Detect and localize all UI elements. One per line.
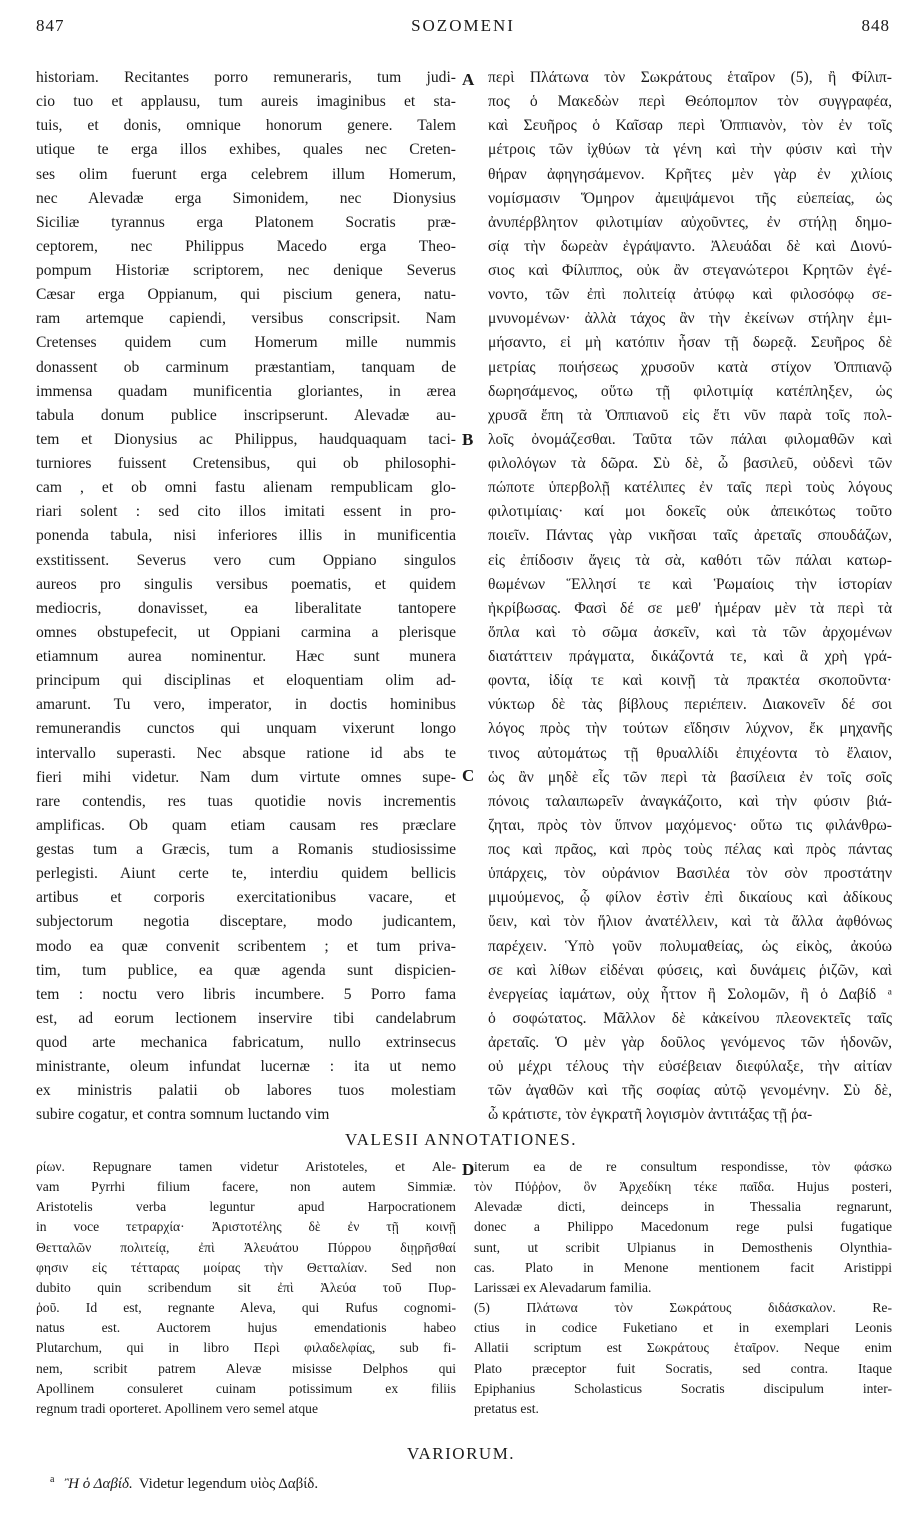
text-line: οὐ μέχρι τέλους τὴν εὐσέβειαν διεφύλαξε, τὴν αἰτίαν [488,1058,892,1076]
text-line: iterum ea de re consultum respondisse, τὸν φάσκω [474,1159,892,1174]
note-marker: a [50,1474,55,1485]
margin-letter-a: A [462,70,475,89]
note-text: Videtur legendum υἱὸς Δαβίδ. [138,1476,319,1492]
text-line: dubito quin scribendum sit ἐπὶ Ἀλεύα τοῦ Πυρ- [36,1279,456,1295]
page-header [36,16,890,42]
text-line: τὸν Πύῤῥον, ὃν Ἀρχεδίκη τέκε παῖδα. Hujus posteri, [474,1179,892,1195]
text-line: χρυσᾶ ἔπη τὰ Ὀππιανοῦ εἰς ἔτι νῦν παρὰ τοῖς πολ- [488,406,892,424]
text-line: ram artemque capiendi, versibus conscripsit. Nam [36,310,456,328]
text-line: Allatii scriptum est Σωκράτους ἑταῖρον. Neque enim [474,1340,892,1356]
text-line: ῥοῦ. Id est, regnante Aleva, qui Rufus cognomi- [36,1300,456,1316]
text-line: omnes obstupefecit, ut Oppiani carmina a plerisque [36,623,456,641]
text-line: immensa quadam munificentia gloriantes, in ærea [36,382,456,400]
text-line: in voce τετραρχία· Ἀριστοτέλης δὲ ἐν τῇ κοινῇ [36,1219,456,1235]
text-line: sunt, ut scribit Ulpianus in Demosthenis Olynthia- [474,1239,892,1255]
text-line: donassent ob carminum præstantiam, tanquam de [36,358,456,376]
notes-right-column [474,1158,892,1418]
text-line: subjectorum negotia disceptare, modo judicantem, [36,913,456,931]
text-line: gestas tum a Græcis, tum a Romanis studiosissime [36,841,456,858]
text-line: ministrante, oleum infundat lucernæ : ita ut nemo [36,1058,456,1076]
text-line: μήσαντο, εἰ μὴ κατόπιν ἦσαν τῇ δωρεᾷ. Σευῆρος δὲ [488,334,892,352]
text-line: Θετταλῶν πολιτείᾳ, ἐπὶ Ἀλευάτου Πύρρου διῃρῆσθαί [36,1239,456,1255]
text-line: mediocris, donavisset, ea liberalitate tantopere [36,599,456,617]
text-line: Plutarchum, qui in libro Περὶ φιλαδελφίας, sub fi- [36,1340,456,1356]
text-line: θήραν ἀφηγησάμενον. Κρῆτες μὲν γὰρ ἐν χιλίοις [488,165,892,183]
text-line: μιμούμενος, ᾧ φίλον ἐστὶν ἐπὶ δικαίους καὶ ἀδίκους [488,889,892,907]
latin-column [36,66,456,1128]
text-line: ex ministris palatii ob labores tuos molestiam [36,1082,456,1100]
text-line: exstitissent. Severus vero cum Oppiano singulos [36,551,456,569]
text-line: Cæsar erga Oppianum, qui piscium genera, natu- [36,286,456,304]
variorum-title: VARIORUM. [406,1444,516,1463]
text-line: σίᾳ τὴν δωρεὰν ἐγράψαντο. Ἀλευάδαι δὲ καὶ Διονύ- [488,237,892,255]
text-line: μέτροις τῶν ἰχθύων τὰ γένη καὶ τὴν φύσιν καὶ τὴν [488,141,892,159]
text-line: νοντο, τῶν ἐπὶ πολιτείᾳ ἀτύφῳ καὶ φιλοσόφῳ σε- [488,286,892,304]
text-line: perlegisti. Aiunt certe te, interdiu quidem bellicis [36,865,456,883]
text-line: utique te erga illos exhibes, quales nec Creten- [36,141,456,159]
annotations-title: VALESII ANNOTATIONES. [345,1130,577,1149]
text-line: turniores fuissent Cretensibus, qui ob philosophi- [36,455,456,472]
text-line: ὡς ἂν μηδὲ εἷς τῶν περὶ τὰ βασίλεια ἐν τοῖς σοῖς [488,768,892,786]
text-line: πος καὶ πρᾶος, καὶ πρὸς τοὺς πέλας καὶ πρὸς πάντας [488,841,892,858]
text-line: cam , et ob omni fastu alienam rempublicam glo- [36,479,456,497]
text-line: Alevadæ dicti, deinceps in Thessalia regnarunt, [474,1199,892,1215]
text-line: ὁ σοφώτατος. Μᾶλλον δὲ κἀκείνου πλεονεκτεῖς ταῖς [488,1009,892,1027]
text-line: quod arte mechanica fabricatum, nullo extrinsecus [36,1034,456,1051]
variorum-note [50,1474,318,1493]
text-line: ὦ κράτιστε, τὸν ἐγκρατῆ λογισμὸν ἀντιτάξας τῇ ῥα- [488,1106,813,1124]
text-line: τινος αὐτομάτως τῇ θρυαλλίδι ἐπιχέοντα τὸ ἔλαιον, [488,744,892,762]
text-line: ζηται, πρὸς τὸν ὕπνον μαχόμενος· οὕτω τις φιλάνθρω- [488,816,892,834]
text-line: etiamnum aurea nominentur. Hæc sunt munera [36,648,456,665]
text-line: διατάττειν πράγματα, δικάζοντά τε, καὶ ἃ χρὴ γρά- [488,648,892,665]
notes-left-column [36,1158,456,1418]
text-line: ὅπλα καὶ τὸ σῶμα ἀσκεῖν, καὶ τὰ τῶν ἀρχομένων [488,623,892,641]
text-line: περὶ Πλάτωνα τὸν Σωκράτους ἑταῖρον (5), ἢ Φίλιπ- [488,69,892,86]
note-lemma: Ἢ ὁ Δαβίδ. [64,1476,133,1492]
text-line: amarunt. Tu vero, imperator, in doctis hominibus [36,696,456,714]
margin-letter-b: B [462,430,474,449]
text-line: tim, tum publice, ea quæ agenda sunt dispicien- [36,961,456,979]
text-line: principum qui disciplinas et eloquentiam olim ad- [36,672,456,690]
text-line: ἀρεταῖς. Ὁ μὲν γὰρ δοῦλος γενόμενος τῶν ἡδονῶν, [488,1034,892,1051]
text-line: vam Pyrrhi filium facere, non autem Simmiæ. [36,1179,456,1195]
margin-letter-d: D [462,1160,475,1179]
text-line: natus est. Auctorem hujus emendationis habeo [36,1320,456,1336]
text-line: ἐνεργείας ἰαμάτων, οὐχ ἧττον ἢ Σολομῶν, ἢ ὁ Δαβίδ ᵃ [488,985,892,1003]
text-line: aureos pro singulis versibus poematis, et quidem [36,575,456,593]
text-line: πος ὁ Μακεδὼν περὶ Θεόπομπον τὸν συγγραφέα, [488,93,892,111]
text-line: historiam. Recitantes porro remuneraris, tum judi- [36,69,456,86]
text-line: φιλοτιμίαις· καί μοι δοκεῖς οὐκ ἀπεικότως τοῦτο [488,503,892,521]
text-line: θωμένων Ἕλλησί τε καὶ Ῥωμαίοις τὴν ἱστορίαν [488,575,892,593]
margin-letter-c: C [462,766,475,785]
text-line: μετρίας ποιήσεως χρυσοῦν κατὰ στίχον Ὀππιανῷ [488,358,892,376]
text-line: ctius in codice Fuketiano et in exemplari Leonis [474,1320,892,1336]
text-line: Aristotelis verba leguntur apud Harpocrationem [36,1199,456,1215]
text-line: fieri mihi videtur. Nam dum virtute omnes supe- [36,768,456,786]
text-line: tabula donum publice inscripserunt. Alevadæ au- [36,406,456,424]
text-line: Siciliæ tyrannus erga Platonem Socratis præ- [36,213,456,231]
text-line: Apollinem consuleret cuinam potissimum ex filiis [36,1380,456,1396]
text-line: pretatus est. [474,1400,539,1416]
text-line: Epiphanius Scholasticus Socratis discipulum inter- [474,1380,892,1396]
text-line: ἠκρίβωσας. Φασὶ δέ σε μεθ' ἡμέραν μὲν τὰ περὶ τὰ [488,599,892,617]
text-line: Larissæi ex Alevadarum familia. [474,1279,652,1295]
text-line: τῶν ἀγαθῶν καὶ τῆς σοφίας αὐτῷ γενομένην. Σὺ δὲ, [488,1082,892,1100]
text-line: (5) Πλάτωνα τὸν Σωκράτους διδάσκαλον. Re- [474,1300,892,1316]
text-line: μνυνομένων· ἀλλὰ τάχος ἂν τὴν ἐκείνων στήλην ἐμι- [488,310,892,328]
text-line: ρίων. Repugnare tamen videtur Aristoteles, et Ale- [36,1159,456,1174]
text-line: ses olim fuerunt erga celebrem illum Homerum, [36,165,456,183]
text-line: δωρησάμενος, οὕτω τῇ φιλοτιμίᾳ κατέπληξεν, ὡς [488,382,892,400]
greek-column [488,66,892,1128]
text-line: artibus et corporis exercitationibus vacare, et [36,889,456,907]
text-line: καὶ Σευῆρος ὁ Καῖσαρ περὶ Ὀππιανὸν, τὸν ἐν τοῖς [488,117,892,135]
text-line: riari solent : sed cito illos imitati essent in pro- [36,503,456,521]
text-line: παρέχειν. Ὑπὸ γοῦν πολυμαθείας, ὡς εἰκὸς, ἀκούω [488,937,892,955]
page-number-right: 848 [861,16,890,35]
text-line: donec a Philippo Macedonum rege pulsi fugatique [474,1219,892,1235]
text-line: rare contendis, res tuas quotidie novis incrementis [36,792,456,810]
text-line: ὕειν, καὶ τὸν ἥλιον ἀνατέλλειν, καὶ τὰ ἄλλα ἀφθόνως [488,913,892,931]
text-line: remunerandis cunctos qui unquam vixerunt longo [36,720,456,738]
text-line: regnum tradi oporteret. Apollinem vero semel atque [36,1400,318,1416]
text-line: tem et Dionysius ac Philippus, haudquaquam taci- [36,430,456,448]
page-number-left: 847 [36,16,65,35]
text-line: φοντα, ἰδίᾳ τε καὶ κοινῇ τὰ πρακτέα σκοποῦντα· [488,672,892,690]
text-line: ποιεῖν. Πάντας γὰρ νικῆσαι ταῖς ἀρεταῖς σπουδάζων, [488,527,892,545]
text-line: φησιν εἰς τέτταρας μοίρας τὴν Θετταλίαν. Sed non [36,1259,456,1275]
text-line: Plato præceptor fuit Socratis, sed contra. Itaque [474,1360,892,1376]
text-line: pompum Historiæ scriptorem, nec denique Severus [36,262,456,279]
text-line: nec Alevadæ erga Simonidem, nec Dionysius [36,189,456,207]
text-line: πώποτε ὑπερβολῇ κατέλιπες ἐν ταῖς περὶ τοὺς λόγους [488,479,892,497]
text-line: πόνοις ταλαιπωρεῖν ἀναγκάζοιτο, καὶ τὴν φύσιν βιά- [488,792,892,810]
text-line: νύκτωρ δὲ τὰς βίβλους περιέπειν. Διακονεῖν δέ σοι [488,696,892,714]
text-line: tuis, et donis, omnique honorum genere. Talem [36,117,456,135]
text-line: amplificas. Ob quam etiam causam res præclare [36,816,456,834]
text-line: est, ad eorum lectionem inservire tibi candelabrum [36,1009,456,1027]
text-line: intervallo superasti. Nec absque ratione id abs te [36,744,456,762]
text-line: ἀνυπέρβλητον φιλοτιμίαν αὐχοῦντες, ἐν στήλῃ δημο- [488,213,892,231]
text-line: φιλολόγων τὰ δῶρα. Σὺ δὲ, ὦ βασιλεῦ, οὐδενὶ τῶν [488,455,892,472]
text-line: σιος καὶ Φίλιππος, οὐκ ἂν στεγανώτεροι Κρητῶν ἐγέ- [488,262,892,279]
text-line: nem, scribit patrem Alevæ misisse Delphos qui [36,1360,456,1376]
text-line: εἰς ἐπίδοσιν ἄγεις τὰ σὰ, καθότι τῶν πάλαι κατωρ- [488,551,892,569]
text-line: ὑπάρχεις, τὸν οὐράνιον Βασιλέα τὸν σὸν προστάτην [488,865,892,883]
text-line: λόγος πρὸς τὴν τούτων εἴδησιν λύχνον, ἔκ μηχανῆς [488,720,892,738]
text-line: ceptorem, nec Philippus Macedo erga Theo- [36,237,456,255]
text-line: modo ea quæ convenit scribentem ; et tum priva- [36,937,456,955]
text-line: cio tuo et applausu, tum aureis imaginibus et sta- [36,93,456,111]
text-line: ponenda tabula, nisi inferiores illis in munificentia [36,527,456,545]
text-line: cas. Plato in Menone mentionem facit Aristippi [474,1259,892,1275]
running-title: SOZOMENI [411,16,515,35]
text-line: tem : noctu vero libris incumbere. 5 Porro fama [36,985,456,1003]
text-line: σε καὶ λίθων εἰδέναι φύσεις, καὶ δυνάμεις ῥιζῶν, καὶ [488,961,892,979]
text-line: νομίσμασιν Ὅμηρον ἀμειψάμενοι τῆς εὐεπείας, ὡς [488,189,892,207]
text-line: Cretenses quidem cum Homerum mille nummis [36,334,456,352]
text-line: λοῖς ὀνομάζεσθαι. Ταῦτα τῶν πάλαι φιλομαθῶν καὶ [488,430,892,448]
text-line: subire cogatur, et contra somnum luctando vim [36,1106,330,1124]
